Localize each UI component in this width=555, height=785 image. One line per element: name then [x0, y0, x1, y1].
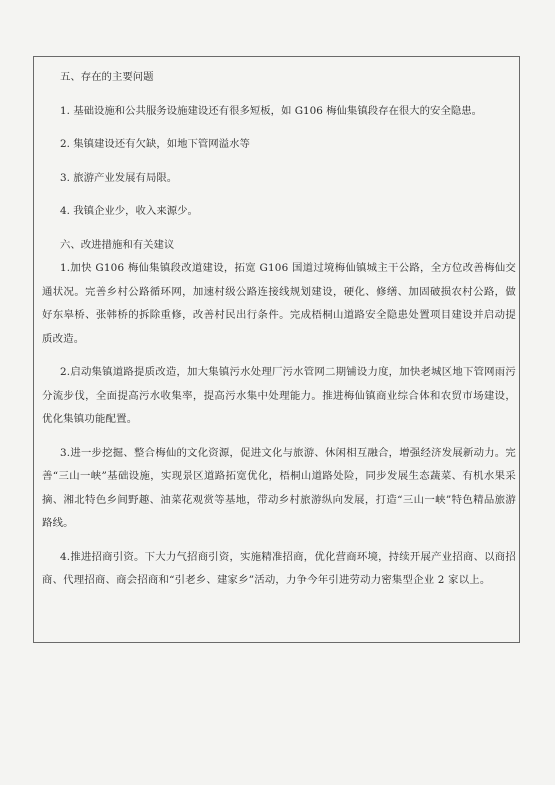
issue-item-1: 1. 基础设施和公共服务设施建设还有很多短板，如 G106 梅仙集镇段存在很大的安全隐患。: [60, 104, 483, 117]
issue-item-2: 2. 集镇建设还有欠缺，如地下管网溢水等: [60, 138, 250, 150]
measure-paragraph-1: 1.加快 G106 梅仙集镇段改道建设，拓宽 G106 国道过境梅仙镇城主干公路，全方位改善梅仙交通状况。完善乡村公路循环网，加速村级公路连接线规划建设，硬化、修缮、加固破损农村公路，做好东皋桥、张韩桥的拆除重修，改善村民出行条件。完成梧桐山道路安全隐患处置项目建设并启动提质改造。: [42, 262, 516, 345]
section-heading-problems: 五、存在的主要问题: [60, 71, 154, 83]
measure-paragraph-3: 3.进一步挖掘、整合梅仙的文化资源，促进文化与旅游、休闲相互融合，增强经济发展新动力。完善“三山一峡”基础设施，实现景区道路拓宽优化，梧桐山道路处险，同步发展生态蔬菜、有机水果采摘、湘北特色乡间野趣、油菜花观赏等基地，带动乡村旅游纵向发展，打造“三山一峡”特色精品旅游路线。: [42, 446, 516, 529]
issue-item-4: 4. 我镇企业少，收入来源少。: [60, 205, 198, 217]
measure-paragraph-4: 4.推进招商引资。下大力气招商引资，实施精准招商，优化营商环境，持续开展产业招商、以商招商、代理招商、商会招商和“引老乡、建家乡”活动，力争今年引进劳动力密集型企业 2 家以上。: [42, 550, 516, 586]
section-heading-measures: 六、改进措施和有关建议: [60, 238, 175, 251]
issue-item-3: 3. 旅游产业发展有局限。: [60, 171, 178, 184]
document-content: [42, 66, 516, 593]
measure-paragraph-2: 2.启动集镇道路提质改造，加大集镇污水处理厂污水管网二期铺设力度，加快老城区地下管网雨污分流步伐，全面提高污水收集率，提高污水集中处理能力。推进梅仙镇商业综合体和农贸市场建设，优化集镇功能配置。: [42, 366, 516, 425]
